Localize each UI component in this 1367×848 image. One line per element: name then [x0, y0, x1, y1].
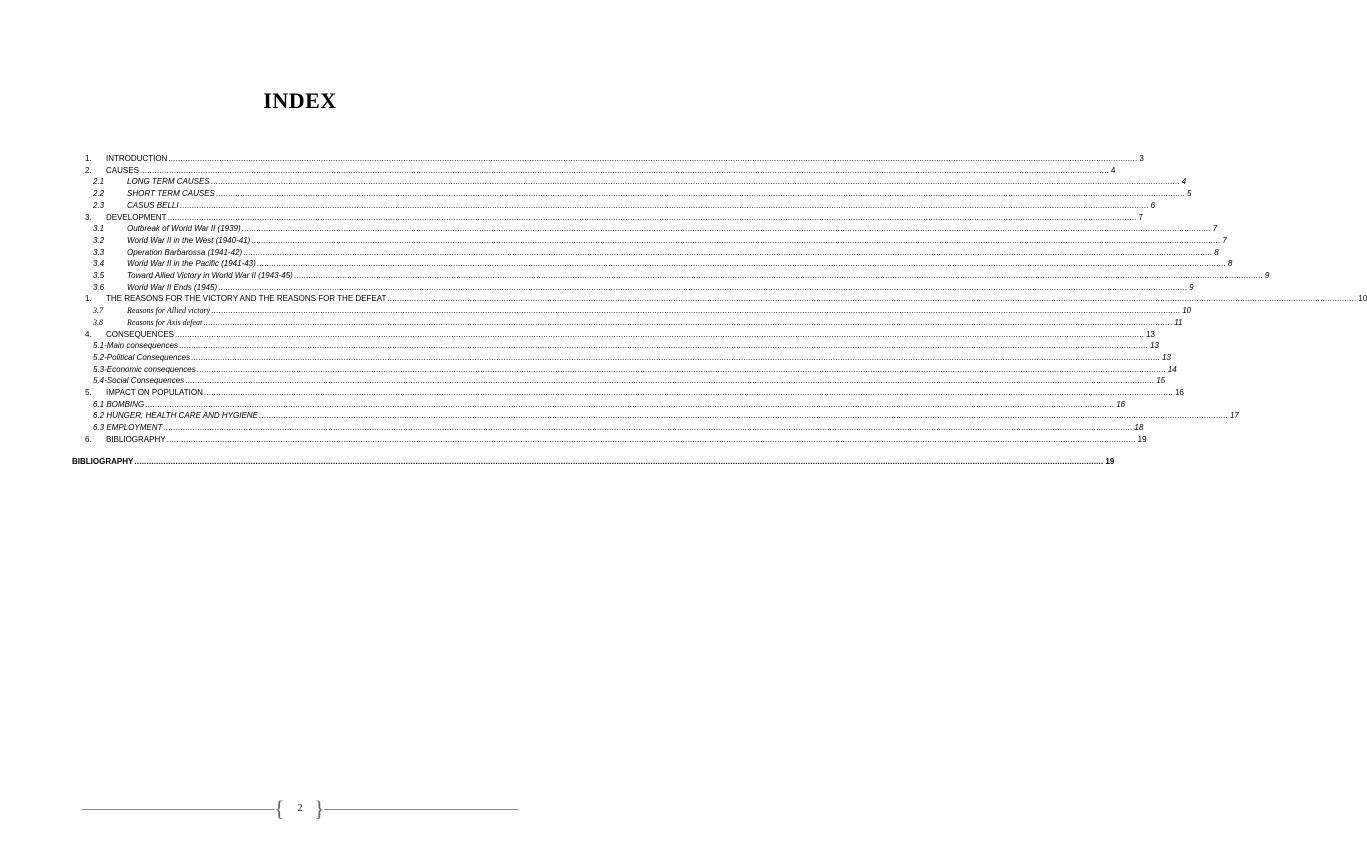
- toc-entry-page: 7: [1222, 235, 1227, 245]
- toc-leader-dots: ................................................................................................................................................................................................................................................................................................................................................................................................................: [203, 388, 1173, 397]
- toc-entry-page: 18: [1134, 423, 1144, 433]
- toc-leader-dots: ................................................................................................................................................................................................................................................................................................................................................................................................................: [178, 341, 1149, 351]
- page-number: 2: [297, 803, 303, 814]
- toc-entry-label: 5.3-Economic consequences: [93, 364, 196, 374]
- toc-entry-number: 6.: [85, 434, 92, 444]
- toc-leader-dots: ................................................................................................................................................................................................................................................................................................................................................................................................................: [163, 423, 1133, 433]
- toc-entry-page: 16: [1116, 399, 1126, 409]
- toc-entry-number: 2.: [85, 165, 92, 175]
- toc-entry-label: 5.1-Main consequences: [93, 341, 178, 351]
- toc-entry-label: CASUS BELLI: [127, 200, 179, 210]
- toc-entry-label: CAUSES: [106, 165, 139, 175]
- toc-entry-page: 17: [1229, 411, 1239, 421]
- toc-entry-label: Operation Barbarossa (1941-42): [127, 247, 243, 257]
- toc-entry-label: THE REASONS FOR THE VICTORY AND THE REASONS FOR THE DEFEAT: [106, 294, 387, 304]
- toc-entry-number: 5.: [85, 388, 92, 397]
- toc-entry-number: 3.6: [93, 282, 105, 292]
- toc-leader-dots: ................................................................................................................................................................................................................................................................................................................................................................................................................: [166, 434, 1136, 444]
- toc-leader-dots: ................................................................................................................................................................................................................................................................................................................................................................................................................: [175, 329, 1145, 339]
- toc-leader-dots: ................................................................................................................................................................................................................................................................................................................................................................................................................: [190, 352, 1161, 362]
- footer-bracket-left: {: [274, 796, 285, 821]
- toc-leader-dots: ................................................................................................................................................................................................................................................................................................................................................................................................................: [145, 399, 1115, 409]
- toc-leader-dots: ................................................................................................................................................................................................................................................................................................................................................................................................................: [196, 364, 1166, 374]
- toc-entry-number: 2.1: [93, 177, 105, 187]
- toc-entry-number: 2.3: [93, 200, 105, 210]
- toc-leader-dots: ................................................................................................................................................................................................................................................................................................................................................................................................................: [185, 376, 1155, 386]
- toc-entry-page: 19: [1137, 434, 1147, 444]
- toc-entry-page: 8: [1227, 259, 1233, 269]
- toc-entry-number: 3.4: [93, 259, 105, 269]
- toc-entry-page: 3: [1139, 154, 1144, 163]
- toc-entry-number: 2.2: [93, 189, 105, 199]
- toc-leader-dots: ................................................................................................................................................................................................................................................................................................................................................................................................................: [387, 294, 1357, 304]
- toc-leader-dots: ................................................................................................................................................................................................................................................................................................................................................................................................................: [241, 224, 1211, 234]
- toc-entry-page: 8: [1214, 247, 1219, 257]
- toc-leader-dots: ................................................................................................................................................................................................................................................................................................................................................................................................................: [258, 411, 1228, 421]
- toc-entry-page: 4: [1181, 177, 1187, 187]
- toc-entry-page: 9: [1189, 282, 1194, 292]
- toc-entry-label: CONSEQUENCES: [106, 329, 175, 339]
- toc-entry-number: 3.: [85, 212, 92, 222]
- toc-entry[interactable]: [0, 453, 1115, 466]
- toc-entry-number: 1.: [85, 154, 92, 163]
- toc-leader-dots: ................................................................................................................................................................................................................................................................................................................................................................................................................: [179, 200, 1149, 210]
- toc-entry-page: 10: [1358, 294, 1367, 304]
- toc-entry-page: 7: [1138, 212, 1143, 222]
- toc-entry-number: 3.7: [93, 306, 103, 316]
- toc-entry-label: World War II in the Pacific (1941-43): [127, 259, 256, 269]
- toc-entry-label: World War II Ends (1945): [127, 282, 218, 292]
- toc-entry[interactable]: [0, 431, 1147, 444]
- toc-entry-label: IMPACT ON POPULATION: [106, 388, 203, 397]
- toc-entry-page: 11: [1174, 317, 1183, 327]
- toc-leader-dots: ................................................................................................................................................................................................................................................................................................................................................................................................................: [134, 456, 1104, 466]
- toc-entry-page: 13: [1162, 352, 1171, 362]
- toc-entry-number: 3.8: [93, 317, 103, 327]
- toc-leader-dots: ................................................................................................................................................................................................................................................................................................................................................................................................................: [168, 154, 1138, 163]
- page-title: INDEX: [263, 88, 337, 113]
- toc-entry-number: 3.5: [93, 271, 105, 280]
- toc-entry-page: 16: [1174, 388, 1184, 397]
- toc-entry-number: 3.2: [93, 235, 105, 245]
- toc-entry-page: 10: [1182, 306, 1192, 316]
- toc-entry-number: 1.: [85, 294, 92, 304]
- toc-entry-page: 14: [1167, 364, 1177, 374]
- toc-entry-number: 4.: [85, 329, 92, 339]
- toc-leader-dots: ................................................................................................................................................................................................................................................................................................................................................................................................................: [243, 247, 1213, 257]
- toc-leader-dots: ................................................................................................................................................................................................................................................................................................................................................................................................................: [251, 235, 1221, 245]
- toc-entry-page: 6: [1150, 200, 1156, 210]
- toc-leader-dots: ................................................................................................................................................................................................................................................................................................................................................................................................................: [293, 271, 1263, 280]
- toc-leader-dots: ................................................................................................................................................................................................................................................................................................................................................................................................................: [203, 317, 1173, 327]
- toc-entry-page: 5: [1186, 189, 1192, 199]
- toc-entry-page: 13: [1150, 341, 1159, 351]
- toc-leader-dots: ................................................................................................................................................................................................................................................................................................................................................................................................................: [167, 212, 1137, 222]
- toc-entry-label: Reasons for Allied victory: [127, 306, 211, 316]
- toc-entry-label: Toward Allied Victory in World War II (1943-45): [127, 271, 293, 280]
- toc-entry-label: Reasons for Axis defeat: [127, 317, 203, 327]
- toc-entry-page: 13: [1146, 329, 1155, 339]
- toc-leader-dots: ................................................................................................................................................................................................................................................................................................................................................................................................................: [215, 189, 1185, 199]
- toc-entry-label: 6.3 EMPLOYMENT: [93, 423, 163, 433]
- toc-entry-page: 4: [1110, 165, 1116, 175]
- toc-entry-page: 9: [1264, 271, 1270, 280]
- toc-entry-label: 5.2-Political Consequences: [93, 352, 190, 362]
- toc-entry-label: World War II in the West (1940-41): [127, 235, 251, 245]
- toc-entry-number: 3.1: [93, 224, 105, 234]
- toc-entry-label: BIBLIOGRAPHY: [72, 456, 134, 466]
- toc-entry-label: 6.1 BOMBING: [93, 399, 145, 409]
- toc-entry-label: SHORT TERM CAUSES: [127, 189, 215, 199]
- toc-leader-dots: ................................................................................................................................................................................................................................................................................................................................................................................................................: [139, 165, 1109, 175]
- toc-entry-page: 15: [1156, 376, 1166, 386]
- toc-leader-dots: ................................................................................................................................................................................................................................................................................................................................................................................................................: [256, 259, 1226, 269]
- toc-entry-label: Outbreak of World War II (1939): [127, 224, 241, 234]
- toc-entry-page: 19: [1105, 456, 1115, 466]
- toc-entry-label: DEVELOPMENT: [106, 212, 167, 222]
- toc-entry-label: 5.4-Social Consequences: [93, 376, 185, 386]
- toc-leader-dots: ................................................................................................................................................................................................................................................................................................................................................................................................................: [211, 306, 1181, 316]
- toc-entry-label: INTRODUCTION: [106, 154, 168, 163]
- toc-entry-label: 6.2 HUNGER, HEALTH CARE AND HYGIENE: [93, 411, 258, 421]
- toc-entry-page: 7: [1212, 224, 1218, 234]
- toc-entry-label: BIBLIOGRAPHY: [106, 434, 166, 444]
- toc-entry-number: 3.3: [93, 247, 105, 257]
- toc-entry-label: LONG TERM CAUSES: [127, 177, 210, 187]
- toc-leader-dots: ................................................................................................................................................................................................................................................................................................................................................................................................................: [218, 282, 1188, 292]
- toc-leader-dots: ................................................................................................................................................................................................................................................................................................................................................................................................................: [210, 177, 1180, 187]
- footer-bracket-right: }: [314, 796, 325, 821]
